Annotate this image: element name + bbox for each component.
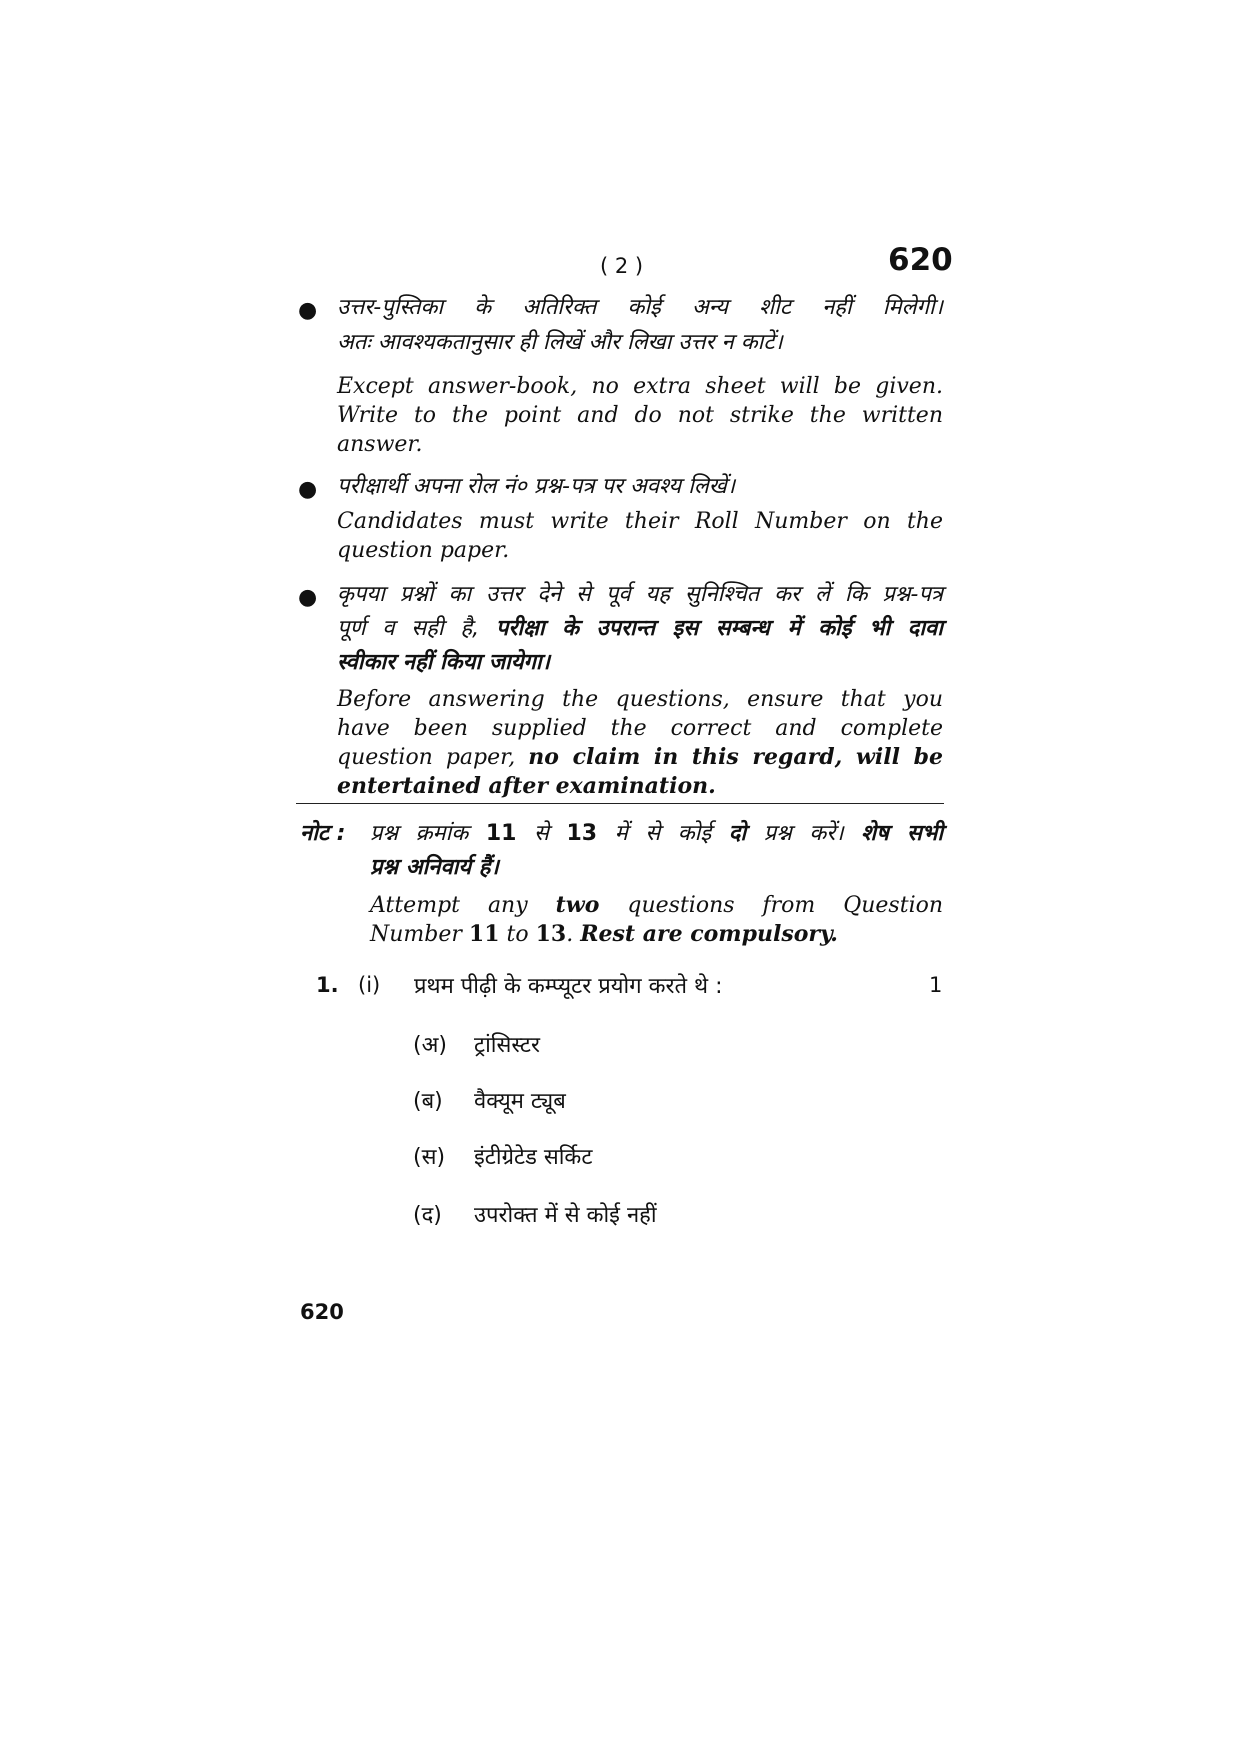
note-en-to: to <box>506 922 529 947</box>
instruction-2-english-line-1: Candidates must write their Roll Number on the <box>337 509 943 534</box>
note-en-num2: 13 <box>535 921 567 947</box>
instruction-1-english-line-1: Except answer-book, no extra sheet will be given. <box>337 374 943 399</box>
note-hi-bold-rest1: शेष सभी <box>861 821 944 846</box>
instruction-2-english <box>337 507 943 565</box>
note-hindi-line-1 <box>370 817 943 851</box>
question-marks: 1 <box>929 973 943 997</box>
note-en-part3: Number <box>370 922 462 947</box>
note-hi-part3: में से कोई <box>614 821 712 846</box>
instruction-3-hindi-line-3-bold: स्वीकार नहीं किया जायेगा। <box>337 650 550 675</box>
note-hi-part4: प्रश्न करें। <box>763 821 844 846</box>
note-hi-num1: 11 <box>485 821 517 846</box>
instruction-3-hindi-line-2 <box>337 612 943 646</box>
question-text: प्रथम पीढ़ी के कम्प्यूटर प्रयोग करते थे : <box>414 974 723 999</box>
instruction-3-english <box>337 685 943 801</box>
note-hi-part2: से <box>534 821 549 846</box>
instruction-3-english-line-4 <box>337 772 943 801</box>
note-english-line-2 <box>370 920 943 949</box>
note-label: नोट : <box>300 821 346 846</box>
note-hi-num2: 13 <box>566 821 598 846</box>
bullet-3: ● <box>298 585 318 610</box>
divider-rule <box>296 803 944 804</box>
note-en-part2: questions from Question <box>627 893 944 918</box>
instruction-3-english-line-3-bold: no claim in this regard, will be <box>528 744 943 770</box>
instruction-3-english-line-3-normal: question paper, <box>337 745 516 770</box>
note-hi-bold-do: दो <box>728 821 747 846</box>
instruction-3-english-line-3 <box>337 743 943 772</box>
instruction-2-hindi: परीक्षार्थी अपना रोल नं० प्रश्न-पत्र पर अवश्य लिखें। <box>337 474 736 499</box>
note-en-num1: 11 <box>468 921 500 947</box>
note-hi-part1: प्रश्न क्रमांक <box>370 821 469 846</box>
note-english-line-1 <box>370 891 943 920</box>
paper-code-bottom: 620 <box>300 1300 344 1324</box>
instruction-3-hindi-line-2-normal: पूर्ण व सही है, <box>337 616 480 641</box>
instruction-3-hindi-line-2-bold: परीक्षा के उपरान्त इस सम्बन्ध में कोई भी दावा <box>495 616 943 641</box>
page-number: ( 2 ) <box>600 254 644 278</box>
instruction-1-english-line-3: answer. <box>337 432 423 457</box>
option-a-label: (अ) <box>413 1033 447 1058</box>
option-d-text: उपरोक्त में से कोई नहीं <box>474 1203 657 1228</box>
note-en-bold-rest: Rest are compulsory. <box>580 921 838 947</box>
note-hindi-line-2 <box>370 851 943 885</box>
instruction-1-hindi-line-1: उत्तर-पुस्तिका के अतिरिक्त कोई अन्य शीट नहीं मिलेगी। <box>337 295 943 320</box>
instruction-3-english-line-4-bold: entertained after examination. <box>337 773 716 799</box>
bullet-2: ● <box>298 477 318 502</box>
note-hi-bold-rest2: प्रश्न अनिवार्य हैं। <box>370 855 499 880</box>
instruction-1-hindi-line-2: अतः आवश्यकतानुसार ही लिखें और लिखा उत्तर न काटें। <box>337 330 783 355</box>
instruction-2-english-line-2: question paper. <box>337 538 510 563</box>
option-c-label: (स) <box>413 1145 446 1170</box>
option-c-text: इंटीग्रेटेड सर्किट <box>474 1145 593 1170</box>
instruction-3-hindi-line-1: कृपया प्रश्नों का उत्तर देने से पूर्व यह सुनिश्चित कर लें कि प्रश्न-पत्र <box>337 582 943 607</box>
question-number: 1. <box>316 973 339 997</box>
note-en-dot: . <box>566 922 574 947</box>
note-en-part1: Attempt any <box>370 893 528 918</box>
option-b-label: (ब) <box>413 1089 443 1114</box>
instruction-3-hindi-line-3 <box>337 646 943 680</box>
paper-code-top: 620 <box>888 242 953 278</box>
note-en-bold-two: two <box>555 892 600 918</box>
question-part: (i) <box>358 973 381 997</box>
note-english <box>370 891 943 949</box>
instruction-1-english-line-2: Write to the point and do not strike the written <box>337 403 943 428</box>
bullet-1: ● <box>298 298 318 323</box>
option-b-text: वैक्यूम ट्यूब <box>474 1089 566 1114</box>
instruction-3-english-line-1: Before answering the questions, ensure that you <box>337 687 943 712</box>
option-a-text: ट्रांसिस्टर <box>474 1033 541 1058</box>
instruction-3-english-line-2: have been supplied the correct and complete <box>337 716 943 741</box>
option-d-label: (द) <box>413 1203 442 1228</box>
instruction-1-english <box>337 372 943 459</box>
